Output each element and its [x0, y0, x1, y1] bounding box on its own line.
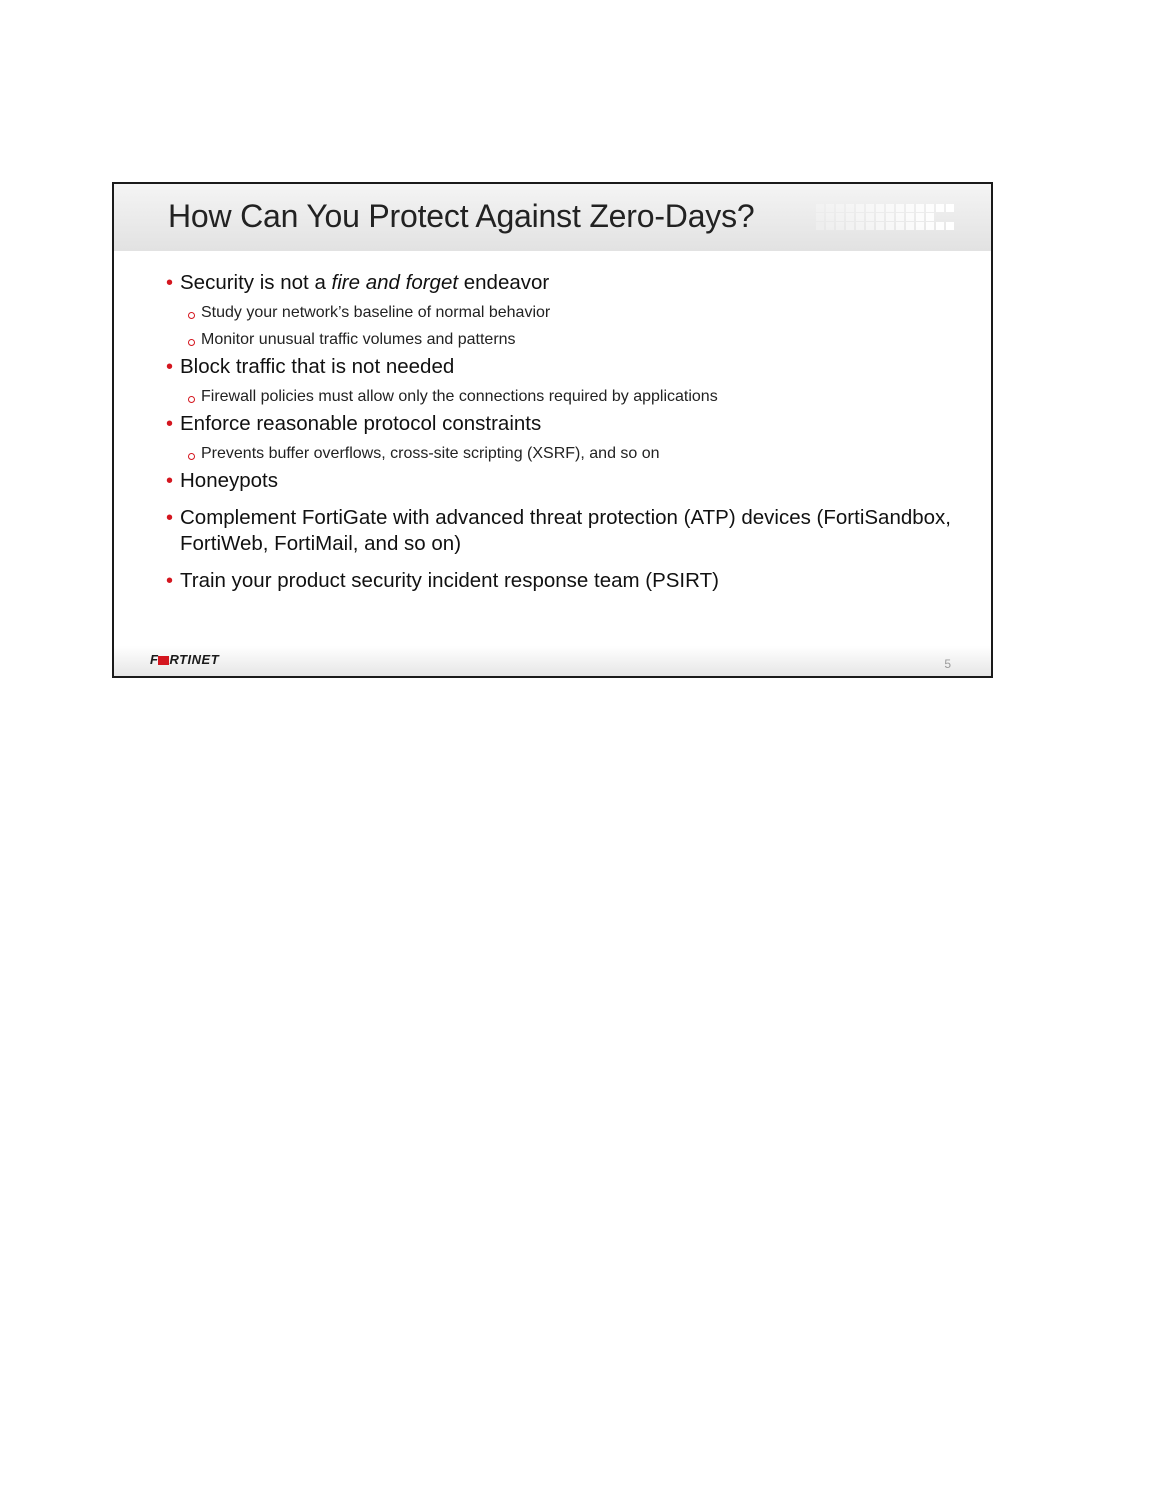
- brand-text-pre: F: [150, 652, 159, 667]
- deco-square: [846, 222, 854, 230]
- deco-square: [906, 213, 914, 221]
- deco-square: [856, 204, 864, 212]
- sub-bullet-item: [166, 330, 966, 350]
- bullet-text: Complement FortiGate with advanced threat protection (ATP) devices (FortiSandbox, FortiWeb, FortiMail, and so on): [180, 506, 951, 555]
- deco-square: [876, 213, 884, 221]
- bullet-item: [166, 505, 966, 557]
- bullet-dot-icon: •: [166, 507, 174, 529]
- sub-bullet-circle-icon: [188, 396, 195, 403]
- deco-square: [836, 213, 844, 221]
- deco-square: [816, 213, 824, 221]
- footer-bar: [114, 646, 991, 676]
- deco-square: [926, 213, 934, 221]
- sub-bullet-item: [166, 444, 966, 464]
- deco-square: [926, 204, 934, 212]
- deco-square: [836, 222, 844, 230]
- deco-square: [886, 213, 894, 221]
- deco-square: [916, 222, 924, 230]
- deco-square: [826, 204, 834, 212]
- deco-square: [836, 204, 844, 212]
- deco-square: [866, 204, 874, 212]
- bullet-item: [166, 468, 966, 494]
- deco-square: [846, 213, 854, 221]
- bullet-text: Train your product security incident response team (PSIRT): [180, 569, 719, 592]
- bullet-list: [166, 270, 966, 594]
- sub-bullet-circle-icon: [188, 312, 195, 319]
- fortinet-logo: [150, 652, 219, 667]
- sub-bullet-text: Firewall policies must allow only the connections required by applications: [201, 388, 718, 405]
- sub-bullet-circle-icon: [188, 339, 195, 346]
- bullet-text: Enforce reasonable protocol constraints: [180, 412, 542, 435]
- bullet-dot-icon: •: [166, 413, 174, 435]
- bullet-text: Block traffic that is not needed: [180, 355, 455, 378]
- deco-square: [886, 222, 894, 230]
- slide: [112, 182, 993, 678]
- sub-bullet-circle-icon: [188, 453, 195, 460]
- deco-square: [916, 213, 924, 221]
- brand-text-post: RTINET: [169, 652, 220, 667]
- deco-square: [856, 222, 864, 230]
- page-number: 5: [944, 657, 951, 671]
- title-bar: [114, 184, 991, 251]
- deco-square: [876, 222, 884, 230]
- sub-bullet-item: [166, 303, 966, 323]
- fortinet-logo-mark-icon: [158, 656, 169, 665]
- deco-square: [866, 222, 874, 230]
- deco-square: [826, 213, 834, 221]
- deco-square: [846, 204, 854, 212]
- deco-square: [896, 222, 904, 230]
- bullet-text: Security is not a: [180, 271, 332, 294]
- deco-square: [936, 204, 944, 212]
- deco-square: [946, 222, 954, 230]
- bullet-item: [166, 354, 966, 380]
- bullet-text: endeavor: [458, 271, 550, 294]
- deco-square: [816, 204, 824, 212]
- deco-square: [936, 222, 944, 230]
- deco-square: [916, 204, 924, 212]
- deco-square: [876, 204, 884, 212]
- bullet-item: [166, 411, 966, 437]
- bullet-dot-icon: •: [166, 356, 174, 378]
- decorative-squares-pattern: [816, 205, 969, 229]
- sub-bullet-text: Prevents buffer overflows, cross-site scripting (XSRF), and so on: [201, 445, 660, 462]
- deco-square: [906, 222, 914, 230]
- deco-square: [866, 213, 874, 221]
- deco-square: [856, 213, 864, 221]
- bullet-dot-icon: •: [166, 570, 174, 592]
- sub-bullet-text: Monitor unusual traffic volumes and patterns: [201, 331, 516, 348]
- deco-square: [886, 204, 894, 212]
- deco-square: [946, 204, 954, 212]
- bullet-item: [166, 568, 966, 594]
- sub-bullet-item: [166, 387, 966, 407]
- deco-square: [896, 213, 904, 221]
- bullet-text: fire and forget: [331, 271, 459, 294]
- slide-title: How Can You Protect Against Zero-Days?: [168, 198, 755, 234]
- bullet-item: [166, 270, 966, 296]
- bullet-text: Honeypots: [180, 469, 279, 492]
- deco-square: [826, 222, 834, 230]
- bullet-dot-icon: •: [166, 272, 174, 294]
- deco-square: [896, 204, 904, 212]
- deco-square: [906, 204, 914, 212]
- sub-bullet-text: Study your network’s baseline of normal behavior: [201, 304, 551, 321]
- bullet-dot-icon: •: [166, 470, 174, 492]
- deco-square: [926, 222, 934, 230]
- deco-square: [816, 222, 824, 230]
